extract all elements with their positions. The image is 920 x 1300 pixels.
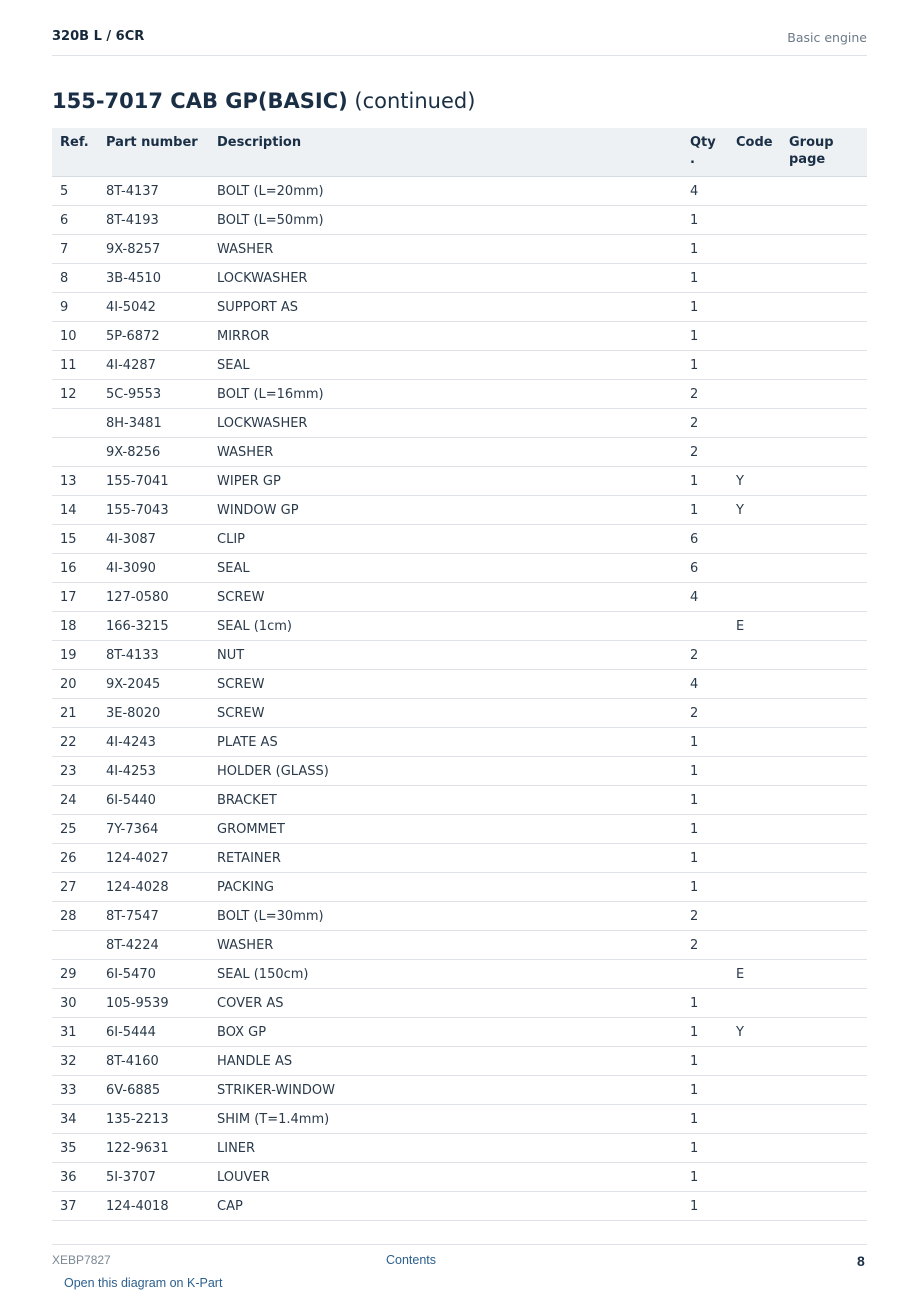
cell-ref xyxy=(52,931,98,960)
cell-ref xyxy=(52,438,98,467)
cell-group-page xyxy=(781,177,867,206)
col-header-ref: Ref. xyxy=(52,128,98,177)
cell-ref: 36 xyxy=(52,1163,98,1192)
table-row xyxy=(52,467,867,496)
cell-ref: 27 xyxy=(52,873,98,902)
cell-description: PACKING xyxy=(209,873,682,902)
cell-ref: 25 xyxy=(52,815,98,844)
cell-qty: 1 xyxy=(682,496,728,525)
document-id: XEBP7827 xyxy=(52,1253,111,1267)
cell-code xyxy=(728,322,781,351)
cell-qty: 1 xyxy=(682,873,728,902)
contents-link[interactable]: Contents xyxy=(386,1253,437,1267)
cell-description: WIPER GP xyxy=(209,467,682,496)
continued-label: (continued) xyxy=(347,89,476,113)
cell-code xyxy=(728,902,781,931)
cell-part-number: 8H-3481 xyxy=(98,409,209,438)
table-row xyxy=(52,699,867,728)
cell-ref: 32 xyxy=(52,1047,98,1076)
cell-group-page xyxy=(781,873,867,902)
table-row xyxy=(52,844,867,873)
cell-ref: 28 xyxy=(52,902,98,931)
cell-code xyxy=(728,206,781,235)
cell-description: HOLDER (GLASS) xyxy=(209,757,682,786)
cell-description: SEAL xyxy=(209,554,682,583)
cell-ref: 13 xyxy=(52,467,98,496)
col-header-group-page: Group page xyxy=(781,128,867,177)
cell-description: NUT xyxy=(209,641,682,670)
cell-ref: 14 xyxy=(52,496,98,525)
cell-description: WASHER xyxy=(209,235,682,264)
cell-group-page xyxy=(781,351,867,380)
cell-part-number: 5C-9553 xyxy=(98,380,209,409)
table-row xyxy=(52,1192,867,1221)
cell-qty: 1 xyxy=(682,351,728,380)
cell-qty: 1 xyxy=(682,786,728,815)
cell-group-page xyxy=(781,670,867,699)
cell-part-number: 8T-4224 xyxy=(98,931,209,960)
cell-code xyxy=(728,699,781,728)
cell-code xyxy=(728,786,781,815)
table-row xyxy=(52,1134,867,1163)
cell-code xyxy=(728,177,781,206)
cell-description: WASHER xyxy=(209,931,682,960)
cell-description: SEAL xyxy=(209,351,682,380)
cell-qty: 1 xyxy=(682,467,728,496)
cell-group-page xyxy=(781,1018,867,1047)
cell-group-page xyxy=(781,1134,867,1163)
cell-qty: 1 xyxy=(682,264,728,293)
table-row xyxy=(52,670,867,699)
cell-group-page xyxy=(781,1105,867,1134)
cell-part-number: 122-9631 xyxy=(98,1134,209,1163)
cell-part-number: 124-4018 xyxy=(98,1192,209,1221)
cell-group-page xyxy=(781,293,867,322)
cell-group-page xyxy=(781,409,867,438)
cell-description: SCREW xyxy=(209,583,682,612)
cell-code xyxy=(728,670,781,699)
table-row xyxy=(52,960,867,989)
cell-part-number: 127-0580 xyxy=(98,583,209,612)
cell-qty: 1 xyxy=(682,1105,728,1134)
machine-model: 320B L / 6CR xyxy=(52,29,145,44)
cell-description: CLIP xyxy=(209,525,682,554)
cell-ref: 11 xyxy=(52,351,98,380)
cell-qty: 4 xyxy=(682,670,728,699)
table-row xyxy=(52,351,867,380)
cell-qty: 6 xyxy=(682,525,728,554)
cell-part-number: 155-7043 xyxy=(98,496,209,525)
cell-code: Y xyxy=(728,467,781,496)
cell-description: GROMMET xyxy=(209,815,682,844)
cell-qty: 6 xyxy=(682,554,728,583)
table-row xyxy=(52,902,867,931)
cell-group-page xyxy=(781,931,867,960)
cell-code xyxy=(728,1105,781,1134)
table-row xyxy=(52,496,867,525)
cell-qty: 4 xyxy=(682,177,728,206)
parts-table-body xyxy=(52,177,867,1221)
cell-ref: 21 xyxy=(52,699,98,728)
cell-code: Y xyxy=(728,1018,781,1047)
table-row xyxy=(52,235,867,264)
cell-ref: 34 xyxy=(52,1105,98,1134)
cell-part-number: 6I-5470 xyxy=(98,960,209,989)
cell-group-page xyxy=(781,786,867,815)
cell-description: WASHER xyxy=(209,438,682,467)
table-row xyxy=(52,409,867,438)
table-row xyxy=(52,1047,867,1076)
cell-description: WINDOW GP xyxy=(209,496,682,525)
cell-part-number: 4I-4287 xyxy=(98,351,209,380)
cell-qty: 2 xyxy=(682,641,728,670)
table-row xyxy=(52,525,867,554)
cell-ref: 22 xyxy=(52,728,98,757)
cell-ref: 5 xyxy=(52,177,98,206)
cell-qty: 1 xyxy=(682,322,728,351)
cell-code xyxy=(728,873,781,902)
cell-part-number: 5P-6872 xyxy=(98,322,209,351)
cell-group-page xyxy=(781,554,867,583)
cell-qty: 1 xyxy=(682,235,728,264)
col-header-part-number: Part number xyxy=(98,128,209,177)
table-row xyxy=(52,931,867,960)
cell-qty: 1 xyxy=(682,293,728,322)
cell-group-page xyxy=(781,1076,867,1105)
table-row xyxy=(52,815,867,844)
cell-ref: 17 xyxy=(52,583,98,612)
cell-code xyxy=(728,293,781,322)
table-row xyxy=(52,322,867,351)
cell-ref: 30 xyxy=(52,989,98,1018)
cell-ref: 35 xyxy=(52,1134,98,1163)
cell-qty: 1 xyxy=(682,1163,728,1192)
cell-qty: 1 xyxy=(682,815,728,844)
cell-description: SCREW xyxy=(209,670,682,699)
cell-group-page xyxy=(781,264,867,293)
parts-table xyxy=(52,128,867,1221)
cell-code xyxy=(728,757,781,786)
col-header-code: Code xyxy=(728,128,781,177)
cell-part-number: 4I-4253 xyxy=(98,757,209,786)
open-diagram-link[interactable]: Open this diagram on K-Part xyxy=(64,1276,223,1290)
cell-part-number: 4I-4243 xyxy=(98,728,209,757)
cell-part-number: 7Y-7364 xyxy=(98,815,209,844)
cell-description: SEAL (1cm) xyxy=(209,612,682,641)
cell-group-page xyxy=(781,989,867,1018)
cell-qty: 1 xyxy=(682,844,728,873)
cell-code: Y xyxy=(728,496,781,525)
cell-code xyxy=(728,351,781,380)
cell-part-number: 135-2213 xyxy=(98,1105,209,1134)
cell-code xyxy=(728,728,781,757)
cell-ref xyxy=(52,409,98,438)
cell-part-number: 3B-4510 xyxy=(98,264,209,293)
cell-qty: 1 xyxy=(682,1192,728,1221)
cell-code xyxy=(728,931,781,960)
table-row xyxy=(52,1163,867,1192)
cell-group-page xyxy=(781,525,867,554)
table-row xyxy=(52,612,867,641)
table-row xyxy=(52,554,867,583)
cell-group-page xyxy=(781,641,867,670)
cell-qty xyxy=(682,612,728,641)
cell-qty: 2 xyxy=(682,380,728,409)
cell-group-page xyxy=(781,438,867,467)
cell-code xyxy=(728,235,781,264)
cell-qty: 1 xyxy=(682,1134,728,1163)
cell-part-number: 9X-8257 xyxy=(98,235,209,264)
cell-part-number: 8T-4160 xyxy=(98,1047,209,1076)
cell-qty: 1 xyxy=(682,1076,728,1105)
cell-part-number: 124-4028 xyxy=(98,873,209,902)
cell-ref: 6 xyxy=(52,206,98,235)
page-number: 8 xyxy=(857,1253,865,1269)
cell-code xyxy=(728,438,781,467)
cell-group-page xyxy=(781,322,867,351)
cell-group-page xyxy=(781,583,867,612)
cell-qty: 2 xyxy=(682,931,728,960)
cell-part-number: 6V-6885 xyxy=(98,1076,209,1105)
cell-description: LOCKWASHER xyxy=(209,409,682,438)
col-header-description: Description xyxy=(209,128,682,177)
cell-description: BOLT (L=20mm) xyxy=(209,177,682,206)
cell-group-page xyxy=(781,467,867,496)
cell-description: PLATE AS xyxy=(209,728,682,757)
cell-part-number: 3E-8020 xyxy=(98,699,209,728)
table-row xyxy=(52,438,867,467)
cell-part-number: 166-3215 xyxy=(98,612,209,641)
cell-description: LINER xyxy=(209,1134,682,1163)
cell-group-page xyxy=(781,728,867,757)
cell-description: BRACKET xyxy=(209,786,682,815)
table-row xyxy=(52,264,867,293)
cell-qty: 1 xyxy=(682,1047,728,1076)
cell-ref: 10 xyxy=(52,322,98,351)
cell-qty: 1 xyxy=(682,757,728,786)
cell-group-page xyxy=(781,206,867,235)
cell-code xyxy=(728,844,781,873)
table-row xyxy=(52,728,867,757)
cell-description: MIRROR xyxy=(209,322,682,351)
cell-ref: 15 xyxy=(52,525,98,554)
cell-ref: 16 xyxy=(52,554,98,583)
cell-group-page xyxy=(781,380,867,409)
cell-part-number: 8T-4137 xyxy=(98,177,209,206)
cell-part-number: 4I-5042 xyxy=(98,293,209,322)
cell-ref: 23 xyxy=(52,757,98,786)
cell-description: SHIM (T=1.4mm) xyxy=(209,1105,682,1134)
cell-part-number: 105-9539 xyxy=(98,989,209,1018)
table-row xyxy=(52,873,867,902)
cell-code xyxy=(728,380,781,409)
cell-ref: 26 xyxy=(52,844,98,873)
table-row xyxy=(52,177,867,206)
cell-group-page xyxy=(781,612,867,641)
cell-description: RETAINER xyxy=(209,844,682,873)
cell-qty: 1 xyxy=(682,989,728,1018)
cell-code xyxy=(728,409,781,438)
table-row xyxy=(52,786,867,815)
col-header-qty: Qty . xyxy=(682,128,728,177)
cell-group-page xyxy=(781,496,867,525)
table-row xyxy=(52,380,867,409)
cell-code xyxy=(728,525,781,554)
cell-group-page xyxy=(781,1047,867,1076)
cell-part-number: 8T-4133 xyxy=(98,641,209,670)
cell-description: HANDLE AS xyxy=(209,1047,682,1076)
cell-ref: 31 xyxy=(52,1018,98,1047)
cell-ref: 33 xyxy=(52,1076,98,1105)
cell-part-number: 124-4027 xyxy=(98,844,209,873)
page-title xyxy=(52,89,475,113)
cell-code xyxy=(728,1134,781,1163)
cell-group-page xyxy=(781,235,867,264)
group-title: 155-7017 CAB GP(BASIC) xyxy=(52,89,348,113)
cell-part-number: 4I-3090 xyxy=(98,554,209,583)
cell-group-page xyxy=(781,699,867,728)
table-header-row xyxy=(52,128,867,177)
cell-part-number: 8T-7547 xyxy=(98,902,209,931)
section-name: Basic engine xyxy=(787,30,867,45)
table-row xyxy=(52,989,867,1018)
cell-part-number: 6I-5440 xyxy=(98,786,209,815)
cell-group-page xyxy=(781,960,867,989)
cell-qty: 4 xyxy=(682,583,728,612)
cell-qty: 1 xyxy=(682,206,728,235)
cell-group-page xyxy=(781,1163,867,1192)
cell-group-page xyxy=(781,757,867,786)
cell-ref: 37 xyxy=(52,1192,98,1221)
cell-group-page xyxy=(781,902,867,931)
table-row xyxy=(52,206,867,235)
cell-qty: 1 xyxy=(682,728,728,757)
cell-part-number: 6I-5444 xyxy=(98,1018,209,1047)
cell-code: E xyxy=(728,960,781,989)
cell-part-number: 155-7041 xyxy=(98,467,209,496)
cell-description: BOX GP xyxy=(209,1018,682,1047)
cell-code xyxy=(728,583,781,612)
cell-group-page xyxy=(781,1192,867,1221)
cell-description: LOCKWASHER xyxy=(209,264,682,293)
cell-code xyxy=(728,1047,781,1076)
cell-description: SEAL (150cm) xyxy=(209,960,682,989)
cell-part-number: 9X-8256 xyxy=(98,438,209,467)
table-row xyxy=(52,293,867,322)
cell-description: STRIKER-WINDOW xyxy=(209,1076,682,1105)
cell-code xyxy=(728,1163,781,1192)
cell-description: BOLT (L=50mm) xyxy=(209,206,682,235)
cell-ref: 9 xyxy=(52,293,98,322)
cell-code xyxy=(728,815,781,844)
table-row xyxy=(52,757,867,786)
cell-ref: 24 xyxy=(52,786,98,815)
footer-divider xyxy=(52,1244,867,1245)
cell-qty: 2 xyxy=(682,409,728,438)
cell-ref: 8 xyxy=(52,264,98,293)
cell-code: E xyxy=(728,612,781,641)
cell-part-number: 9X-2045 xyxy=(98,670,209,699)
cell-code xyxy=(728,1076,781,1105)
table-row xyxy=(52,1105,867,1134)
cell-group-page xyxy=(781,844,867,873)
cell-ref: 29 xyxy=(52,960,98,989)
cell-description: SUPPORT AS xyxy=(209,293,682,322)
cell-part-number: 4I-3087 xyxy=(98,525,209,554)
table-row xyxy=(52,1076,867,1105)
cell-part-number: 8T-4193 xyxy=(98,206,209,235)
table-row xyxy=(52,641,867,670)
cell-qty: 2 xyxy=(682,438,728,467)
page-header xyxy=(52,0,867,56)
table-row xyxy=(52,583,867,612)
cell-code xyxy=(728,554,781,583)
cell-code xyxy=(728,1192,781,1221)
cell-ref: 12 xyxy=(52,380,98,409)
cell-code xyxy=(728,264,781,293)
cell-part-number: 5I-3707 xyxy=(98,1163,209,1192)
cell-description: BOLT (L=16mm) xyxy=(209,380,682,409)
cell-code xyxy=(728,989,781,1018)
cell-description: SCREW xyxy=(209,699,682,728)
cell-ref: 7 xyxy=(52,235,98,264)
cell-ref: 18 xyxy=(52,612,98,641)
cell-description: COVER AS xyxy=(209,989,682,1018)
cell-ref: 19 xyxy=(52,641,98,670)
cell-group-page xyxy=(781,815,867,844)
cell-qty: 2 xyxy=(682,699,728,728)
cell-description: BOLT (L=30mm) xyxy=(209,902,682,931)
cell-qty: 1 xyxy=(682,1018,728,1047)
cell-ref: 20 xyxy=(52,670,98,699)
cell-qty: 2 xyxy=(682,902,728,931)
cell-code xyxy=(728,641,781,670)
cell-description: CAP xyxy=(209,1192,682,1221)
cell-description: LOUVER xyxy=(209,1163,682,1192)
cell-qty xyxy=(682,960,728,989)
table-row xyxy=(52,1018,867,1047)
